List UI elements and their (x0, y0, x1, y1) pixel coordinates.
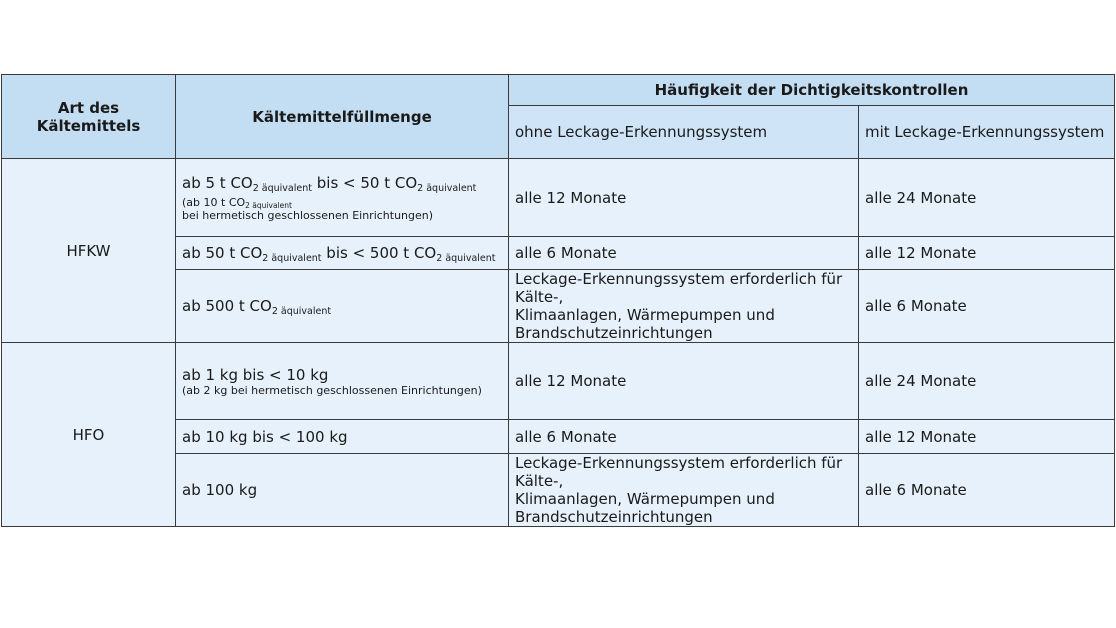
frequency-with-cell: alle 24 Monate (859, 343, 1115, 420)
fill-quantity-cell: ab 500 t $CO_{2 äquivalent}$ (176, 270, 509, 343)
frequency-without-cell (509, 270, 859, 343)
frequency-with-cell: alle 12 Monate (859, 237, 1115, 270)
fill-quantity-main: ab 5 t $CO_{2 äquivalent}$ bis < 50 t $CO_{2 äquivalent}$ (182, 173, 477, 194)
fill-quantity-note: (ab 2 kg bei hermetisch geschlossenen Einrichtungen) (182, 383, 482, 397)
frequency-with-cell: alle 24 Monate (859, 159, 1115, 237)
header-with-leak-detection: mit Leckage-Erkennungssystem (859, 106, 1115, 159)
table-row (2, 159, 1115, 237)
requirement-line: Klimaanlagen, Wärmepumpen und (515, 306, 775, 324)
header-refrigerant-type: Art des Kältemittels (2, 75, 176, 159)
table-row (2, 343, 1115, 420)
header-check-frequency: Häufigkeit der Dichtigkeitskontrollen (509, 75, 1115, 106)
fill-quantity-cell: ab 50 t $CO_{2 äquivalent}$ bis < 500 t $CO_{2 äquivalent}$ (176, 237, 509, 270)
frequency-with-cell: alle 6 Monate (859, 454, 1115, 527)
fill-quantity-cell: ab 10 kg bis < 100 kg (176, 420, 509, 454)
fill-quantity-main: ab 1 kg bis < 10 kg (182, 365, 329, 384)
requirement-line: Klimaanlagen, Wärmepumpen und (515, 490, 775, 508)
requirement-line: Brandschutzeinrichtungen (515, 324, 713, 342)
requirement-line: Leckage-Erkennungssystem erforderlich für Kälte-, (515, 454, 843, 490)
fill-quantity-cell: ab 100 kg (176, 454, 509, 527)
frequency-without-cell: alle 6 Monate (509, 237, 859, 270)
leak-check-table (1, 74, 1115, 527)
group-label-hfkw: HFKW (2, 159, 176, 343)
fill-quantity-note: (ab 10 t $CO_{2 äquivalent}$ (182, 195, 292, 210)
fill-quantity-note-2: bei hermetisch geschlossenen Einrichtungen) (182, 208, 434, 222)
frequency-with-cell: alle 6 Monate (859, 270, 1115, 343)
header-without-leak-detection: ohne Leckage-Erkennungssystem (509, 106, 859, 159)
requirement-line: Leckage-Erkennungssystem erforderlich für Kälte-, (515, 270, 843, 306)
header-fill-quantity: Kältemittelfüllmenge (176, 75, 509, 159)
group-label-hfo: HFO (2, 343, 176, 527)
fill-quantity-cell (176, 159, 509, 237)
requirement-line: Brandschutzeinrichtungen (515, 508, 713, 526)
fill-quantity-cell (176, 343, 509, 420)
frequency-without-cell: alle 12 Monate (509, 343, 859, 420)
frequency-without-cell: alle 6 Monate (509, 420, 859, 454)
frequency-without-cell: alle 12 Monate (509, 159, 859, 237)
frequency-with-cell: alle 12 Monate (859, 420, 1115, 454)
frequency-without-cell (509, 454, 859, 527)
